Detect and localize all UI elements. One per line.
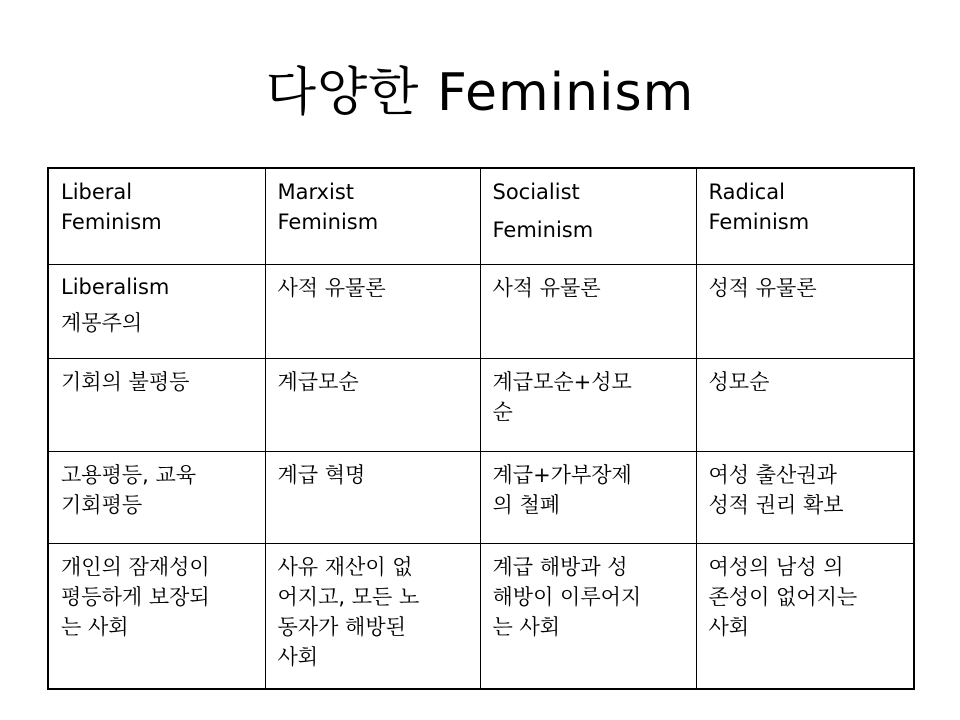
table-cell: 성모순 [696,358,914,451]
header-liberal-feminism: Liberal Feminism [48,168,265,264]
header-radical-feminism: Radical Feminism [696,168,914,264]
table-cell: 사적 유물론 [265,264,480,358]
table-cell: 계급모순+성모 순 [480,358,696,451]
table-cell: 계급 해방과 성 해방이 이루어지 는 사회 [480,543,696,689]
table-row [48,543,914,689]
table-header-row [48,168,914,264]
table-cell: 계급+가부장제 의 철폐 [480,451,696,543]
table-cell: 계급 혁명 [265,451,480,543]
table-cell: 성적 유물론 [696,264,914,358]
header-marxist-feminism: Marxist Feminism [265,168,480,264]
table-cell: 개인의 잠재성이 평등하게 보장되 는 사회 [48,543,265,689]
table-row [48,264,914,358]
table-cell: Liberalism 계몽주의 [48,264,265,358]
table-row [48,451,914,543]
table-cell: 기회의 불평등 [48,358,265,451]
feminism-comparison-table [47,167,915,690]
table-cell: 사유 재산이 없 어지고, 모든 노 동자가 해방된 사회 [265,543,480,689]
table-cell: 여성의 남성 의 존성이 없어지는 사회 [696,543,914,689]
header-socialist-feminism: Socialist Feminism [480,168,696,264]
slide-title: 다양한 Feminism [265,63,695,123]
table-cell: 계급모순 [265,358,480,451]
table-cell: 여성 출산권과 성적 권리 확보 [696,451,914,543]
table-row [48,358,914,451]
table-cell: 사적 유물론 [480,264,696,358]
table-cell: 고용평등, 교육 기회평등 [48,451,265,543]
